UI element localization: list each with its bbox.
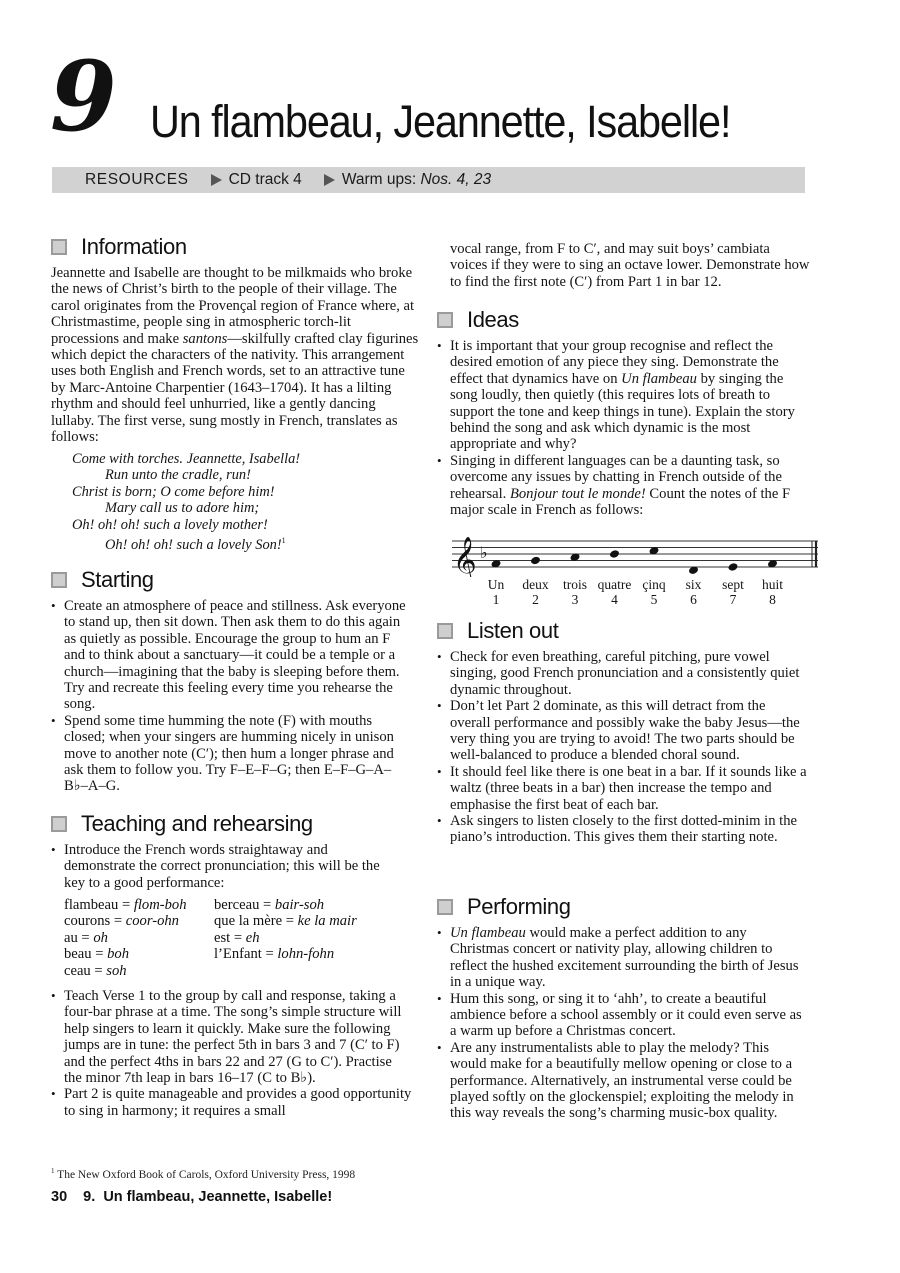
section-square-icon [51,239,67,255]
resource-italic: Nos. 4, 23 [420,171,492,188]
scale-degree-number: 3 [571,592,579,607]
pronunciation: boh [107,946,129,963]
pronunciation-entry: est = eh [214,929,260,946]
scale-degree-number: 6 [690,592,697,607]
section-square-icon [51,816,67,832]
footnote-number: 1 [51,1167,55,1175]
text-run: Singing in different languages can be a daunting task, so overcome any issues by chatting in French outside of the rehearsal. [450,452,782,502]
pronunciation-entry: ceau = soh [64,962,127,979]
play-triangle-icon [211,174,222,186]
french-number-word: çinq [642,577,666,592]
scale-degree-label [748,577,798,607]
pronunciation-entry: flambeau = flom-boh [64,897,187,913]
french-word: flambeau [64,897,119,913]
resource-warm-ups [324,171,491,189]
f-major-scale-notation [450,535,820,615]
bullet-item: • Teach Verse 1 to the group by call and response, taking a four-bar phrase at a time. The song’s simple structure will help singers to learn it quickly. Make sure the following jumps are in tune: the perfect 5th in bars 3 and 7 (C′ to F) and the perfect 4ths in bars 22 and 27 (G to C′). Practise the minor 7th leap in bars 16–17 (C to B♭). [51,988,413,1086]
pronunciation: bair-soh [274,897,325,913]
bullet-item [437,925,807,991]
treble-clef-icon: 𝄞 [453,537,477,577]
section-square-icon [437,899,453,915]
section-heading-performing [437,894,571,920]
text-run-italic: Un flambeau [621,370,697,387]
note-head [728,562,739,572]
verse-line: Oh! oh! oh! such a lovely mother! [72,516,268,533]
pronunciation-entry: l’Enfant = lohn-fohn [214,946,335,963]
french-number-word: six [685,577,702,592]
french-number-word: huit [761,577,783,592]
verse-line: Run unto the cradle, run! [105,467,251,484]
french-word: beau [64,946,92,963]
text-run: would make a perfect addition to any Christmas concert or nativity play, allowing children to reflect the hushed excitement surrounding the birth of Jesus in a unique way. [450,925,799,991]
verse-translation [72,451,300,553]
page-number: 30 [51,1189,68,1205]
french-number-word: sept [722,577,744,592]
section-square-icon [437,312,453,328]
section-heading-starting [51,567,154,593]
verse-line: Mary call us to adore him; [105,500,260,517]
section-square-icon [437,623,453,639]
section-title: Starting [81,567,154,592]
french-number-word: Un [487,577,505,592]
french-word: que la mère [214,913,283,930]
footnote-text: The New Oxford Book of Carols, Oxford University Press, 1998 [57,1168,356,1181]
resources-label: RESOURCES [85,171,189,188]
pronunciation: ke la mair [297,913,357,930]
french-word: berceau [214,897,260,913]
pronunciation-entry: que la mère = ke la mair [214,913,357,930]
music-staff [450,535,820,577]
text-run: by singing the song loudly, then quietly (this requires lots of breath to support the tone and keep things in tune). Explain the story behind the song and ask which dynamic is the most appropriate and why? [450,370,795,453]
bullet-item [437,338,807,453]
section-title: Performing [467,894,571,919]
information-body [51,265,421,445]
section-heading-listen-out [437,618,558,644]
resources-bar [52,167,805,193]
bullet-item-part2-start: • Part 2 is quite manageable and provides a good opportunity to sing in harmony; it requires a small [51,1086,413,1119]
running-footer-title: 9. Un flambeau, Jeannette, Isabelle! [83,1189,333,1205]
text-run: —skilfully crafted clay figurines which depict the characters of the nativity. This arrangement uses both English and French words, set to an attractive tune by Marc-Antoine Charpentier (1643–1704). It has a lilting rhythm and should feel unhurried, like a gently dancing lullaby. The first verse, sung mostly in French, translates as follows: [51,330,419,446]
text-run-italic: santons [182,330,228,347]
starting-body [51,598,413,795]
section-heading-information [51,234,187,260]
french-word: ceau [64,962,91,979]
text-run-italic: Un flambeau [450,925,526,941]
pronunciation: oh [93,929,108,946]
french-number-word: trois [562,577,587,592]
chapter-number: 9 [50,40,115,153]
section-square-icon [51,572,67,588]
pronunciation: soh [106,962,127,979]
pronunciation: coor-ohn [125,913,179,930]
continued-text: vocal range, from F to C′, and may suit boys’ cambiata voices if they were to sing an octave lower. Demonstrate how to find the first note (C′) from Part 1 in bar 12. [450,241,810,290]
section-title: Ideas [467,307,519,332]
bullet-item: • Create an atmosphere of peace and stillness. Ask everyone to stand up, then sit down. Then ask them to do this again as quietly as possible. Encourage the group to hum an F and to think about a sanctuary—it could be a temple or a church—imagining that the baby is sleeping before them. Try and recreate this feeling every time you rehearse the song. [51,598,413,713]
french-word: courons [64,913,111,930]
bullet-item: • Introduce the French words straightaway and demonstrate the correct pronunciation; this will be the key to a good performance: [51,842,401,891]
pronunciation: lohn-fohn [277,946,335,963]
bullet-item: • Check for even breathing, careful pitching, pure vowel singing, good French pronunciation and a consistently quiet dynamic throughout. [437,649,807,698]
section-title: Listen out [467,618,559,643]
section-title: Teaching and rehearsing [81,811,313,836]
text-run: Jeannette and Isabelle are thought to be milkmaids who broke the news of Christ’s birth to the people of their village. The carol originates from the Provençal region of France where, at Christmastime, people sing in atmospheric torch-lit processions and make [51,265,415,347]
note-head [530,556,541,566]
bullet-item: • Are any instrumentalists able to play the melody? This would make for a beautifully mellow opening or close to a performance. Alternatively, an instrumental verse could be played softly on the glockenspiel; exploiting the melody in this way reveals the song’s charming music-box quality. [437,1040,807,1122]
scale-degree-number: 8 [769,592,776,607]
teaching-continuation [450,241,810,290]
pronunciation: eh [245,929,260,946]
pronunciation-entry: berceau = bair-soh [214,897,325,913]
section-title: Information [81,234,187,259]
french-number-word: quatre [597,577,632,592]
scale-degree-number: 5 [650,592,658,607]
bullet-item: • Ask singers to listen closely to the first dotted-minim in the piano’s introduction. This gives them their starting note. [437,813,807,846]
listen-out-body [437,649,807,846]
verse-line: Christ is born; O come before him! [72,483,275,500]
resource-text: Warm ups: [341,171,421,188]
section-heading-teaching [51,811,313,837]
footnote [51,1167,355,1181]
text-run-italic: Bonjour tout le monde! [509,485,646,502]
chapter-title: Un flambeau, Jeannette, Isabelle! [150,96,731,147]
french-word: au [64,929,78,946]
pronunciation-entry: beau = boh [64,946,129,963]
note-head [609,549,620,559]
text-run: opportunity to sing in harmony; it requires a small [64,1086,412,1119]
teaching-intro [51,842,401,891]
french-word: l’Enfant [214,946,262,963]
footnote-ref: 1 [281,536,286,546]
resource-cd-track [211,171,302,189]
text-run: Count the notes of the F major scale in French as follows: [450,485,791,519]
pronunciation-table [64,897,414,979]
teaching-bullets [51,988,413,1119]
pronunciation-entry: au = oh [64,929,108,946]
pronunciation-entry: courons = coor-ohn [64,913,179,930]
scale-degree-number: 1 [492,592,500,607]
bullet-item: • Hum this song, or sing it to ‘ahh’, to create a beautiful ambience before a school assembly or it could even serve as a warm up before a Christmas concert. [437,991,807,1040]
french-word: est [214,929,231,946]
resource-text: CD track 4 [228,171,302,188]
scale-degree-number: 7 [729,592,737,607]
scale-degree-number: 2 [532,592,539,607]
verse-line-text: Oh! oh! oh! such a lovely Son! [105,536,282,553]
bullet-item: • It should feel like there is one beat in a bar. If it sounds like a waltz (three beats in a bar) then increase the tempo and emphasise the first beat of each bar. [437,764,807,813]
pronunciation: flom-boh [133,897,187,913]
ideas-body [437,338,807,518]
french-number-word: deux [522,577,549,592]
verse-line-last [72,533,300,553]
bullet-item [437,453,807,519]
play-triangle-icon [324,174,335,186]
bullet-item: • Don’t let Part 2 dominate, as this will detract from the overall performance and possibly wake the baby Jesus—the very thing you are trying to avoid! The two parts should be well-balanced to produce a blended choral sound. [437,698,807,764]
performing-body [437,925,807,1122]
bullet-item: • Spend some time humming the note (F) with mouths closed; when your singers are humming nicely in unison move to another note (C′); then hum a longer phrase and ask them to follow you. Try F–E–F–G; then E–F–G–A–B♭–A–G. [51,713,413,795]
verse-line: Come with torches. Jeannette, Isabella! [72,451,301,467]
scale-degree-number: 4 [611,592,618,607]
text-run: It is important that your group recognise and reflect the desired emotion of any piece they sing. Demonstrate the effect that dynamics have on [450,338,779,387]
section-heading-ideas [437,307,519,333]
key-signature-flat-icon: ♭ [480,543,488,562]
running-footer [51,1189,332,1205]
